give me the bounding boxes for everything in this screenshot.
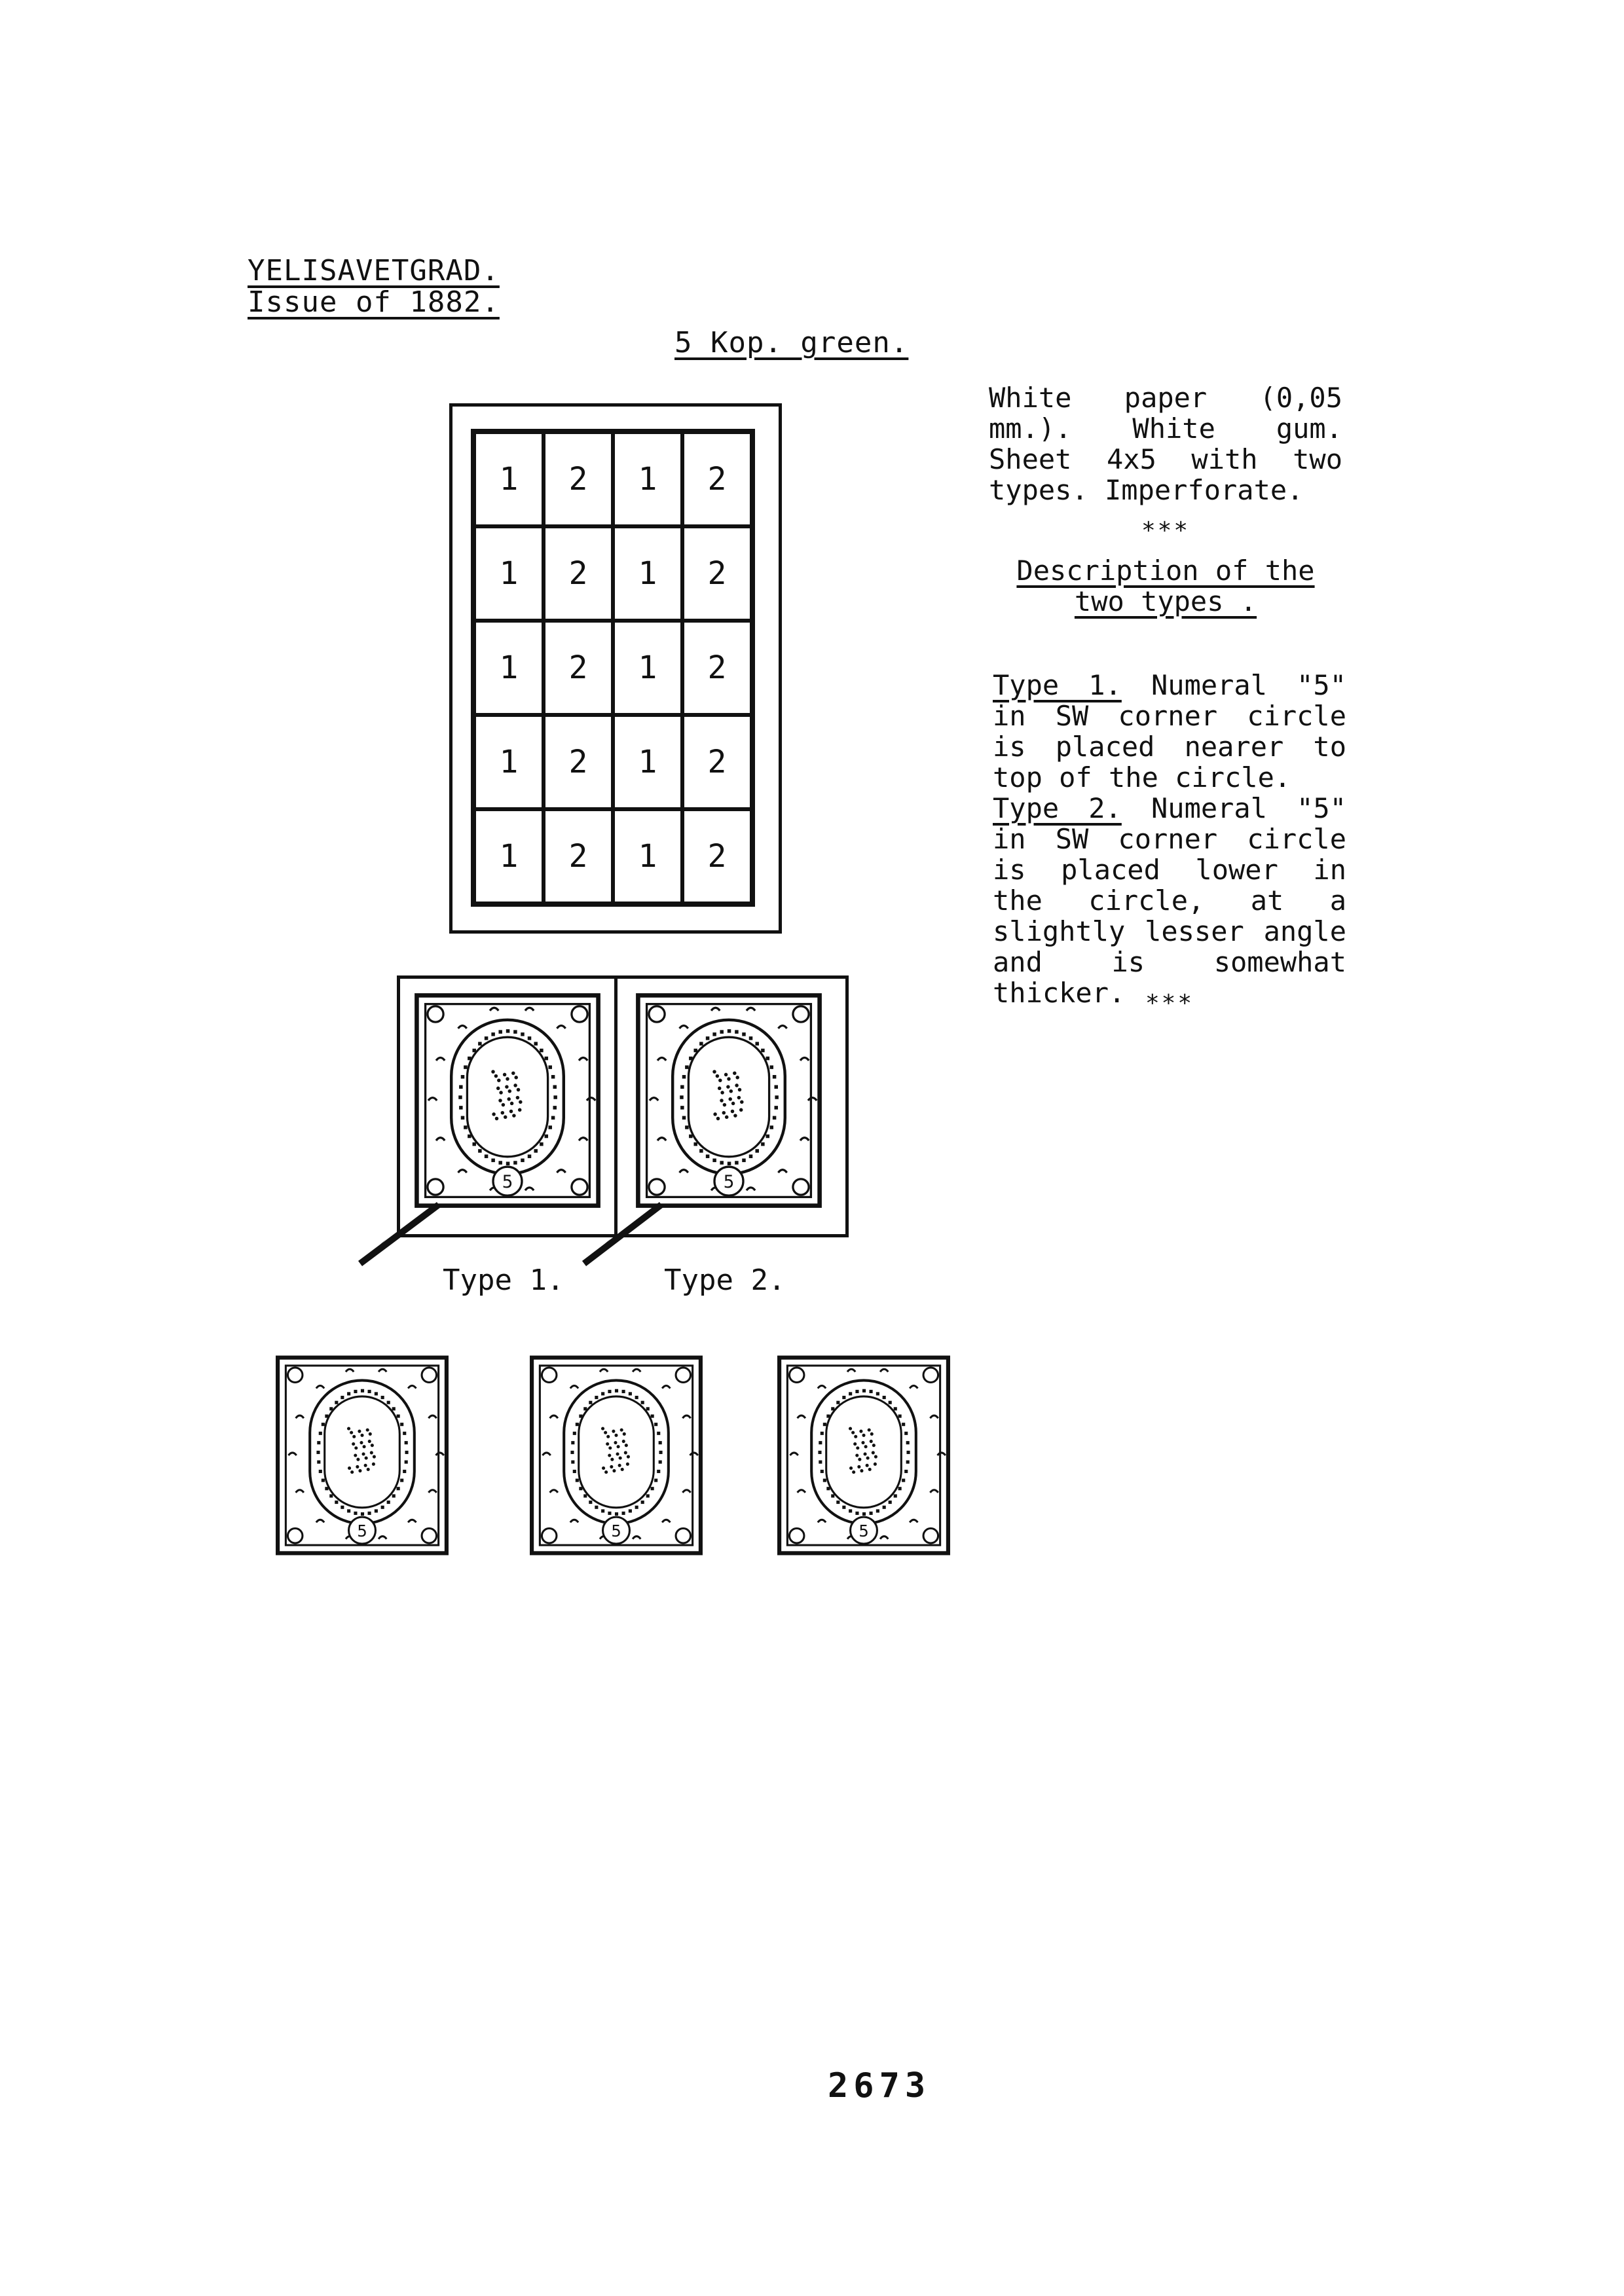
sheet-cell: 2 bbox=[544, 526, 613, 621]
type2-text: Numeral "5" in SW corner circle is placed lower in the circle, at a slightly lesser angle and is somewhat thicker. bbox=[993, 792, 1346, 1009]
issue-subtitle: Issue of 1882. bbox=[248, 285, 500, 319]
stamp-value: 5 Kop. green. bbox=[674, 326, 909, 359]
sheet-cell: 1 bbox=[613, 526, 682, 621]
types-title: Description of the two types . bbox=[1016, 555, 1315, 617]
arrow-head-type-2 bbox=[584, 1239, 610, 1264]
stamp-single-2 bbox=[529, 1353, 703, 1558]
arrow-head-type-1 bbox=[360, 1239, 386, 1264]
type2-description bbox=[993, 762, 1346, 1008]
stars-divider-1: *** bbox=[1141, 517, 1190, 544]
caption-type-1: Type 1. bbox=[443, 1264, 564, 1297]
page-number: 2673 bbox=[828, 2066, 931, 2105]
sheet-cell: 2 bbox=[544, 809, 613, 903]
sheet-cell: 1 bbox=[613, 621, 682, 715]
svg-text:5: 5 bbox=[502, 1172, 513, 1193]
sheet-grid bbox=[471, 429, 755, 907]
sheet-cell: 2 bbox=[682, 809, 752, 903]
sheet-diagram bbox=[449, 403, 782, 934]
svg-text:5: 5 bbox=[357, 1521, 367, 1540]
type1-label: Type 1. bbox=[993, 669, 1122, 701]
sheet-cell: 2 bbox=[682, 715, 752, 809]
arrow-type-1 bbox=[360, 1205, 439, 1264]
sheet-cell: 1 bbox=[474, 809, 544, 903]
type2-label: Type 2. bbox=[993, 792, 1122, 824]
svg-text:5: 5 bbox=[611, 1521, 621, 1540]
sheet-cell: 1 bbox=[474, 715, 544, 809]
sheet-cell: 1 bbox=[613, 809, 682, 903]
sheet-cell: 1 bbox=[613, 715, 682, 809]
sheet-cell: 2 bbox=[682, 621, 752, 715]
place-title: YELISAVETGRAD. bbox=[248, 254, 500, 287]
sheet-cell: 2 bbox=[544, 715, 613, 809]
sheet-cell: 2 bbox=[544, 432, 613, 526]
sheet-cell: 1 bbox=[474, 526, 544, 621]
sheet-cell: 1 bbox=[613, 432, 682, 526]
svg-text:5: 5 bbox=[723, 1172, 735, 1193]
caption-type-2: Type 2. bbox=[664, 1264, 786, 1297]
sheet-cell: 2 bbox=[682, 432, 752, 526]
sheet-cell: 2 bbox=[544, 621, 613, 715]
stamp-single-3 bbox=[777, 1353, 951, 1558]
stamp-single-1 bbox=[275, 1353, 449, 1558]
type1-text: Numeral "5" in SW corner circle is placed nearer to top of the circle. bbox=[993, 669, 1346, 793]
sheet-cell: 1 bbox=[474, 432, 544, 526]
stars-divider-2: *** bbox=[1145, 990, 1194, 1017]
sheet-cell: 1 bbox=[474, 621, 544, 715]
svg-text:5: 5 bbox=[858, 1521, 869, 1540]
sheet-cell: 2 bbox=[682, 526, 752, 621]
paper-description: White paper (0,05 mm.). White gum. Sheet 4x5 with two types. Imperforate. bbox=[989, 382, 1342, 506]
arrow-type-2 bbox=[584, 1205, 661, 1264]
